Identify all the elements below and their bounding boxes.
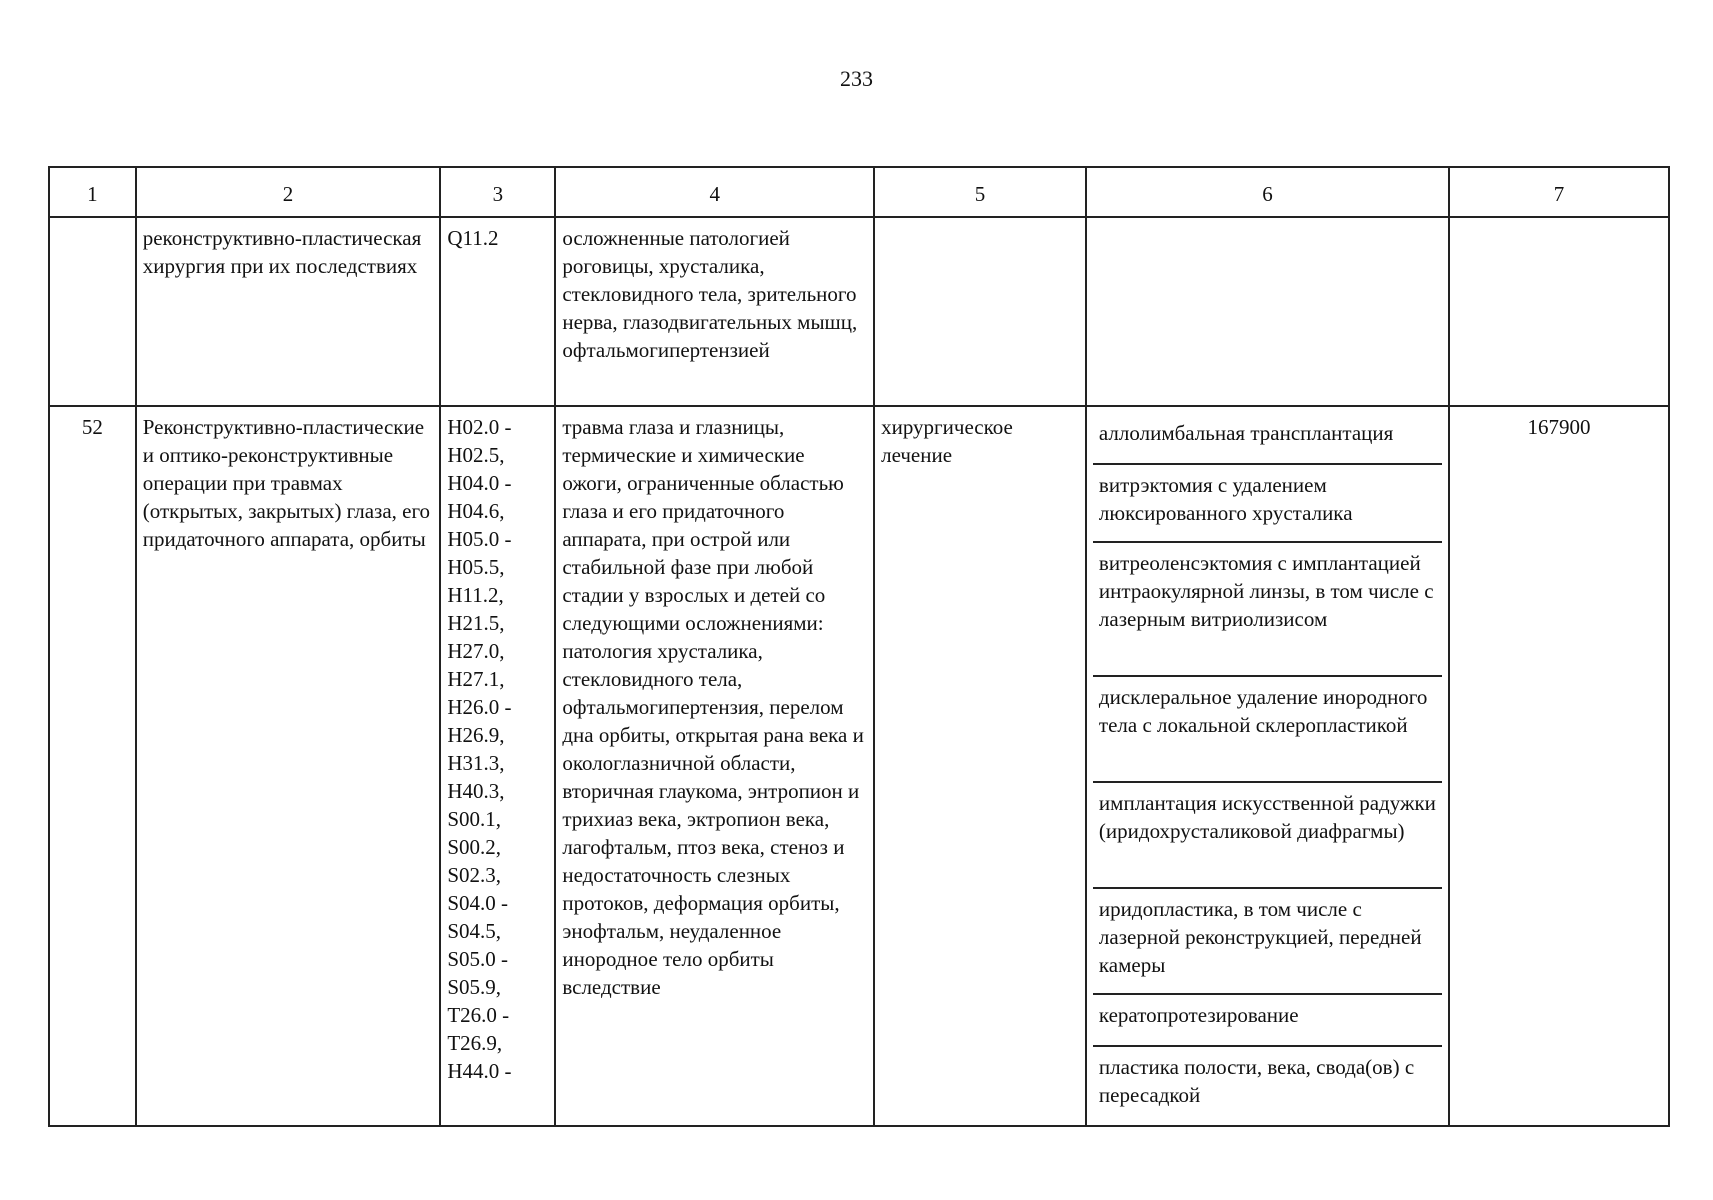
code-item: H11.2, <box>447 583 504 607</box>
cell-care-type: реконструктивно-пластическая хирургия при их последствиях <box>136 217 441 406</box>
cell-codes <box>440 406 555 1126</box>
code-item: S05.9, <box>447 975 502 999</box>
cell-number <box>49 217 136 406</box>
code-item: H31.3, <box>447 751 505 775</box>
column-number-4: 4 <box>555 167 874 217</box>
cell-treatment-type: хирургическое лечение <box>874 406 1086 1126</box>
column-number-6: 6 <box>1086 167 1449 217</box>
code-item: S04.5, <box>447 919 502 943</box>
code-item: T26.0 - <box>447 1003 510 1027</box>
code-item: H05.0 - <box>447 527 512 551</box>
cell-cost <box>1449 217 1669 406</box>
method-item: витрэктомия с удалением люксированного хрусталика <box>1093 465 1442 543</box>
method-item: иридопластика, в том числе с лазерной реконструкцией, передней камеры <box>1093 889 1442 995</box>
code-item: S00.2, <box>447 835 502 859</box>
hmp-table <box>48 166 1670 1127</box>
method-item: пластика полости, века, свода(ов) с пересадкой <box>1098 1055 1415 1107</box>
cell-patient-model: травма глаза и глазницы, термические и химические ожоги, ограниченные областью глаза и его придаточного аппарата, при острой или стабильной фазе при любой стадии у взрослых и детей со следующими осложнениями: патология хрусталика, стекловидного тела, офтальмогипертензия, перелом дна орбиты, открытая рана века и окологлазничной области, вторичная глаукома, энтропион и трихиаз века, эктропион века, лагофтальм, птоз века, стеноз и недостаточность слезных протоков, деформация орбиты, энофтальм, неудаленное инородное тело орбиты вследствие <box>555 406 874 1126</box>
code-item: H44.0 - <box>447 1059 512 1083</box>
code-item: H04.6, <box>447 499 505 523</box>
cell-cost: 167900 <box>1449 406 1669 1126</box>
code-item: H40.3, <box>447 779 505 803</box>
code-item: H27.0, <box>447 639 505 663</box>
cell-codes: Q11.2 <box>440 217 555 406</box>
column-number-1: 1 <box>49 167 136 217</box>
cell-method <box>1086 217 1449 406</box>
cell-treatment-type <box>874 217 1086 406</box>
column-number-5: 5 <box>874 167 1086 217</box>
code-item: H21.5, <box>447 611 505 635</box>
page-number: 233 <box>840 66 873 91</box>
code-item: H05.5, <box>447 555 505 579</box>
code-item: S02.3, <box>447 863 502 887</box>
column-number-row <box>49 167 1669 217</box>
method-item: дисклеральное удаление инородного тела с локальной склеропластикой <box>1093 677 1442 783</box>
method-item: имплантация искусственной радужки (иридохрусталиковой диафрагмы) <box>1093 783 1442 889</box>
code-item: H26.9, <box>447 723 505 747</box>
code-item: T26.9, <box>447 1031 503 1055</box>
method-item: аллолимбальная трансплантация <box>1093 413 1442 465</box>
code-item: H04.0 - <box>447 471 512 495</box>
table-row-continued <box>49 217 1669 406</box>
code-item: S04.0 - <box>447 891 509 915</box>
code-item: H27.1, <box>447 667 505 691</box>
method-item: витреоленсэктомия с имплантацией интраокулярной линзы, в том числе с лазерным витриолизисом <box>1093 543 1442 677</box>
column-number-2: 2 <box>136 167 441 217</box>
column-number-7: 7 <box>1449 167 1669 217</box>
code-item: H26.0 - <box>447 695 512 719</box>
cell-number: 52 <box>49 406 136 1126</box>
method-item: кератопротезирование <box>1093 995 1442 1047</box>
cell-care-type: Реконструктивно-пластические и оптико-реконструктивные операции при травмах (открытых, закрытых) глаза, его придаточного аппарата, орбиты <box>136 406 441 1126</box>
column-number-3: 3 <box>440 167 555 217</box>
code-item: S05.0 - <box>447 947 509 971</box>
table-row-52 <box>49 406 1669 1126</box>
code-item: S00.1, <box>447 807 502 831</box>
code-item: H02.5, <box>447 443 505 467</box>
cell-patient-model: осложненные патологией роговицы, хрусталика, стекловидного тела, зрительного нерва, глазодвигательных мышц, офтальмогипертензией <box>555 217 874 406</box>
code-item: H02.0 - <box>447 415 512 439</box>
cell-methods <box>1086 406 1449 1126</box>
